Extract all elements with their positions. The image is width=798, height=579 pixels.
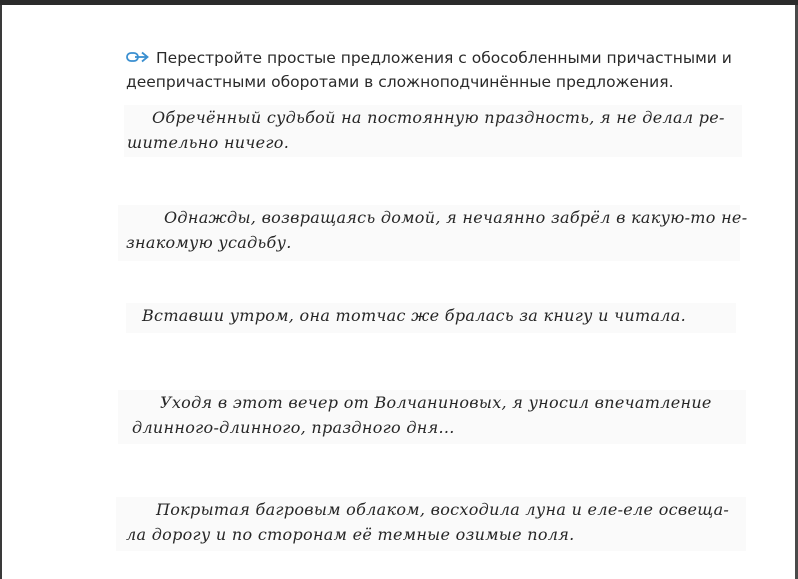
sentence-2-line-2: знакомую усадьбу. [126, 233, 292, 252]
sentence-1-line-1: Обречённый судьбой на постоянную праздность, я не делал ре- [152, 108, 725, 127]
sentence-4-line-1: Уходя в этот вечер от Волчаниновых, я уносил впечатление [160, 393, 712, 412]
sentence-4 [118, 390, 746, 444]
sentence-3-line-1: Вставши утром, она тотчас же бралась за книгу и читала. [142, 306, 687, 325]
sentence-2 [118, 205, 748, 261]
window-top-border [0, 0, 798, 5]
sentence-5-line-1: Покрытая багровым облаком, восходила луна и еле-еле освеща- [156, 500, 730, 519]
window-left-border [0, 5, 2, 579]
sentence-1 [124, 105, 742, 157]
task-instruction [126, 46, 744, 94]
sentence-3 [126, 303, 736, 333]
link-arrow-icon [126, 50, 150, 64]
sentence-4-line-2: длинного-длинного, праздного дня... [132, 418, 455, 437]
sentence-1-line-2: шительно ничего. [127, 133, 290, 152]
sentence-5-line-2: ла дорогу и по сторонам её темные озимые поля. [126, 525, 575, 544]
task-text: Перестройте простые предложения с обособленными причастными и деепричастными оборотами в сложноподчинённые предложения. [126, 49, 732, 91]
sentence-5 [116, 497, 746, 551]
sentence-2-line-1: Однажды, возвращаясь домой, я нечаянно забрёл в какую-то не- [164, 208, 748, 227]
